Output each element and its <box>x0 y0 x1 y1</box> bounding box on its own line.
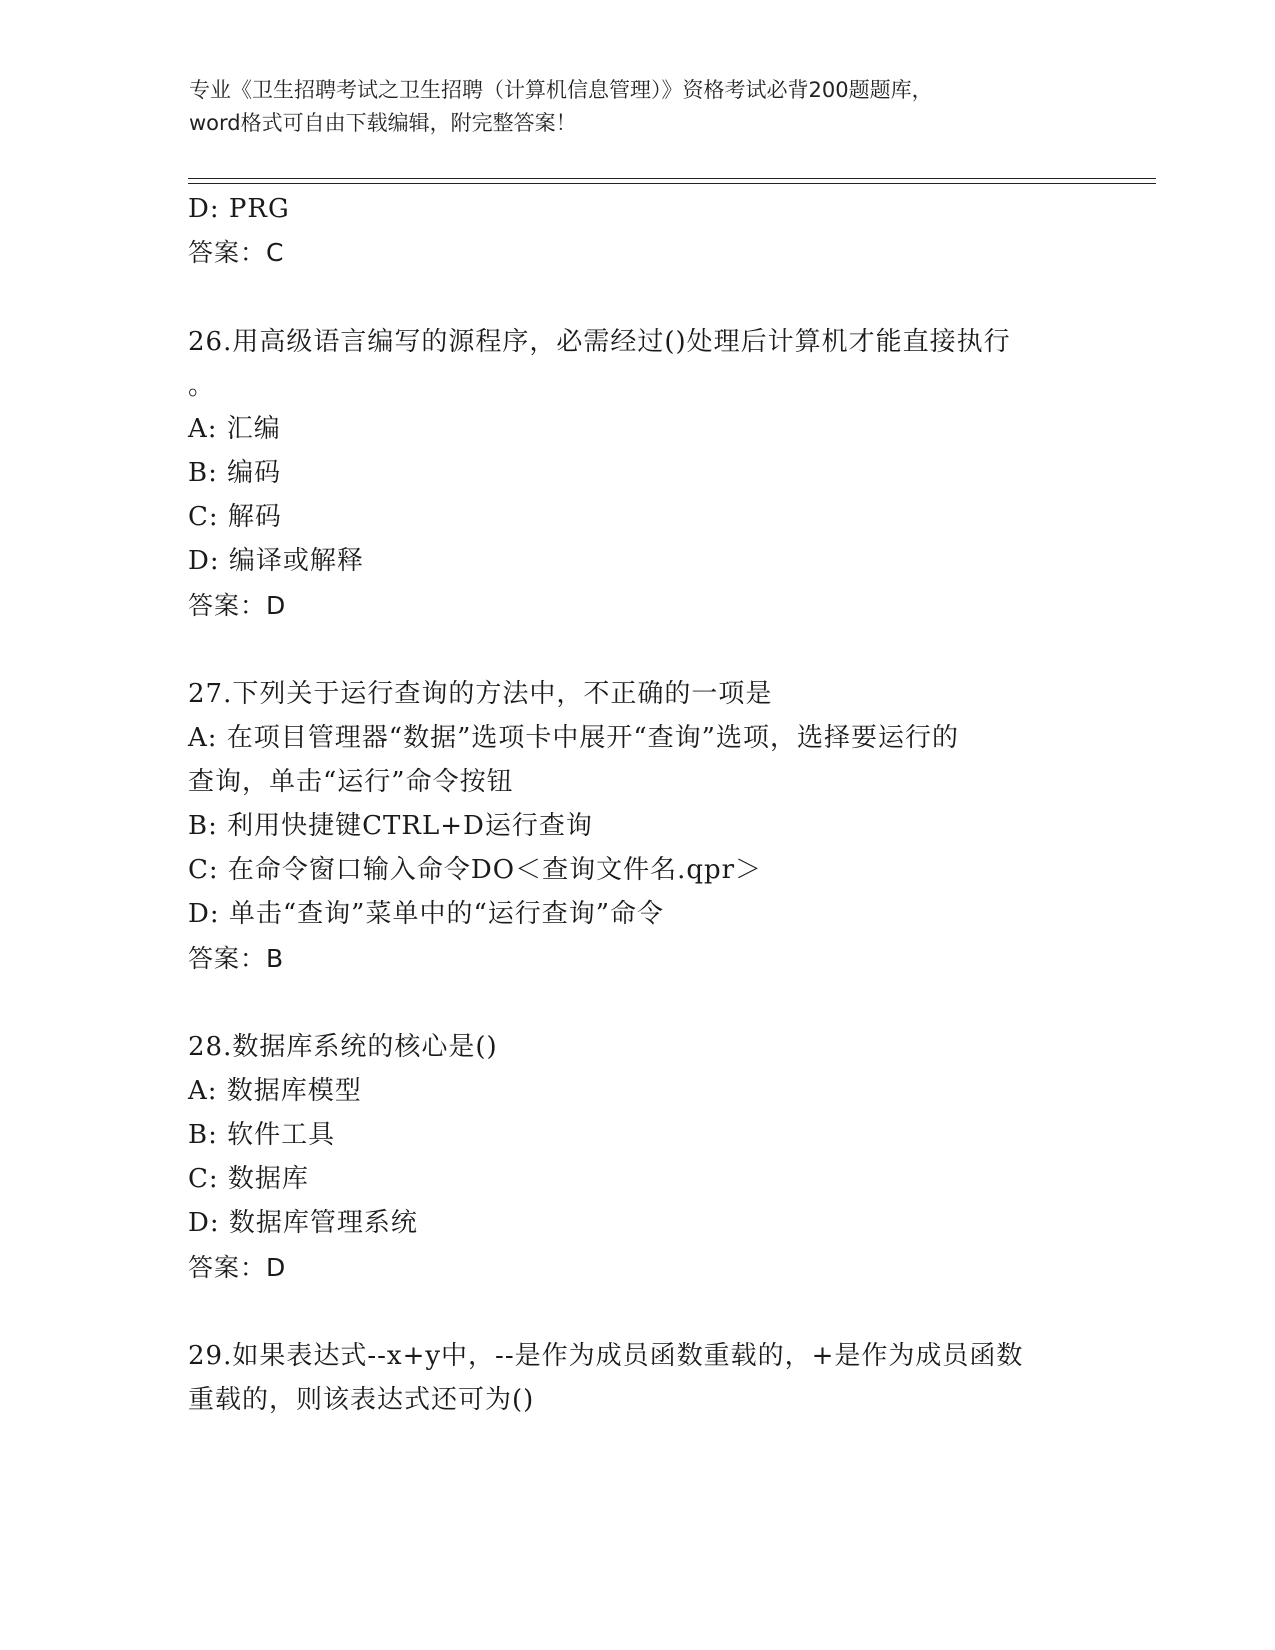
q28-stem: 28.数据库系统的核心是() <box>188 1032 498 1062</box>
q27-option-a-continued: 查询，单击“运行”命令按钮 <box>188 767 514 797</box>
q27-option-a: A: 在项目管理器“数据”选项卡中展开“查询”选项，选择要运行的 <box>188 723 959 753</box>
q27-answer: 答案：B <box>188 944 285 973</box>
q26-option-a: A: 汇编 <box>188 414 281 444</box>
q26-answer: 答案：D <box>188 591 287 620</box>
q27-option-c: C: 在命令窗口输入命令DO＜查询文件名.qpr＞ <box>188 855 763 885</box>
q26-option-d: D: 编译或解释 <box>188 546 364 576</box>
header-rule-bottom <box>188 183 1156 184</box>
q29-stem-line-2: 重载的，则该表达式还可为() <box>188 1385 535 1415</box>
q28-option-a: A: 数据库模型 <box>188 1076 362 1106</box>
q28-option-c: C: 数据库 <box>188 1164 309 1194</box>
q28-answer: 答案：D <box>188 1253 287 1282</box>
q28-option-d: D: 数据库管理系统 <box>188 1208 418 1238</box>
prev-option-d: D: PRG <box>188 194 290 224</box>
q26-stem-line-2: 。 <box>188 371 216 401</box>
header-rule-top <box>188 178 1156 179</box>
prev-answer: 答案：C <box>188 238 285 267</box>
header-line-2: word格式可自由下载编辑，附完整答案！ <box>189 111 577 135</box>
q26-option-c: C: 解码 <box>188 502 282 532</box>
document-header <box>189 74 1089 140</box>
q26-option-b: B: 编码 <box>188 458 282 488</box>
q28-option-b: B: 软件工具 <box>188 1120 336 1150</box>
q27-stem: 27.下列关于运行查询的方法中，不正确的一项是 <box>188 679 773 709</box>
q26-stem-line-1: 26.用高级语言编写的源程序，必需经过()处理后计算机才能直接执行 <box>188 327 1011 357</box>
q29-stem-line-1: 29.如果表达式--x+y中，--是作为成员函数重载的，+是作为成员函数 <box>188 1341 1024 1371</box>
q27-option-d: D: 单击“查询”菜单中的“运行查询”命令 <box>188 899 665 929</box>
q27-option-b: B: 利用快捷键CTRL+D运行查询 <box>188 811 593 841</box>
header-line-1: 专业《卫生招聘考试之卫生招聘（计算机信息管理）》资格考试必背200题题库， <box>189 78 933 102</box>
